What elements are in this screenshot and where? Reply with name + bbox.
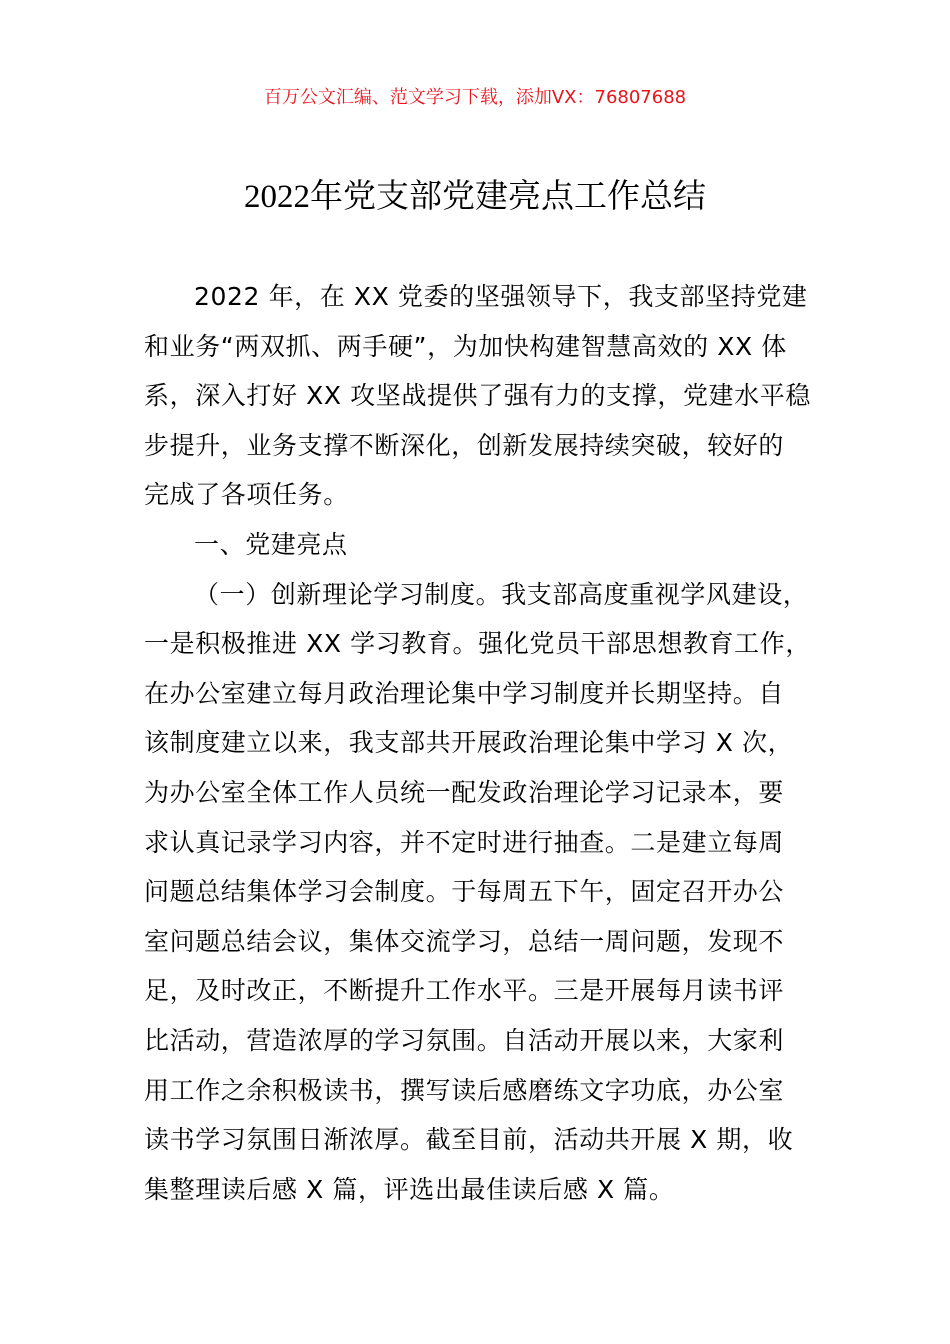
subsection-line: 读书学习氛围日渐浓厚。截至目前，活动共开展 X 期，收 <box>144 1125 794 1155</box>
subsection-line: 在办公室建立每月政治理论集中学习制度并长期坚持。自 <box>144 678 785 708</box>
paragraph-intro-line: 完成了各项任务。 <box>144 480 349 510</box>
watermark-banner: 百万公文汇编、范文学习下载，添加VX：76807688 <box>263 87 687 108</box>
subsection-line: 求认真记录学习内容，并不定时进行抽查。二是建立每周 <box>144 827 785 857</box>
document-body <box>144 272 824 1214</box>
subsection-line: 问题总结集体学习会制度。于每周五下午，固定召开办公 <box>144 877 785 907</box>
subsection-line: 为办公室全体工作人员统一配发政治理论学习记录本，要 <box>144 777 785 807</box>
section-heading: 一、党建亮点 <box>194 529 348 559</box>
subsection-line: 比活动，营造浓厚的学习氛围。自活动开展以来，大家利 <box>144 1025 785 1055</box>
paragraph-intro-line: 2022 年，在 XX 党委的坚强领导下，我支部坚持党建 <box>194 282 808 311</box>
subsection-line: 室问题总结会议，集体交流学习，总结一周问题，发现不 <box>144 926 785 956</box>
subsection-line: （一）创新理论学习制度。我支部高度重视学风建设， <box>194 579 809 609</box>
subsection-line: 该制度建立以来，我支部共开展政治理论集中学习 X 次， <box>144 728 794 758</box>
document-title: 2022年党支部党建亮点工作总结 <box>244 179 706 215</box>
subsection-line: 用工作之余积极读书，撰写读后感磨练文字功底，办公室 <box>144 1075 785 1105</box>
paragraph-intro-line: 和业务“两双抓、两手硬”，为加快构建智慧高效的 XX 体 <box>144 331 787 361</box>
paragraph-intro-line: 步提升，业务支撑不断深化，创新发展持续突破，较好的 <box>144 430 785 460</box>
subsection-line: 一是积极推进 XX 学习教育。强化党员干部思想教育工作， <box>144 629 811 659</box>
paragraph-intro-line: 系，深入打好 XX 攻坚战提供了强有力的支撑，党建水平稳 <box>144 381 811 411</box>
subsection-line: 足，及时改正，不断提升工作水平。三是开展每月读书评 <box>144 976 785 1006</box>
subsection-line: 集整理读后感 X 篇，评选出最佳读后感 X 篇。 <box>144 1174 675 1204</box>
